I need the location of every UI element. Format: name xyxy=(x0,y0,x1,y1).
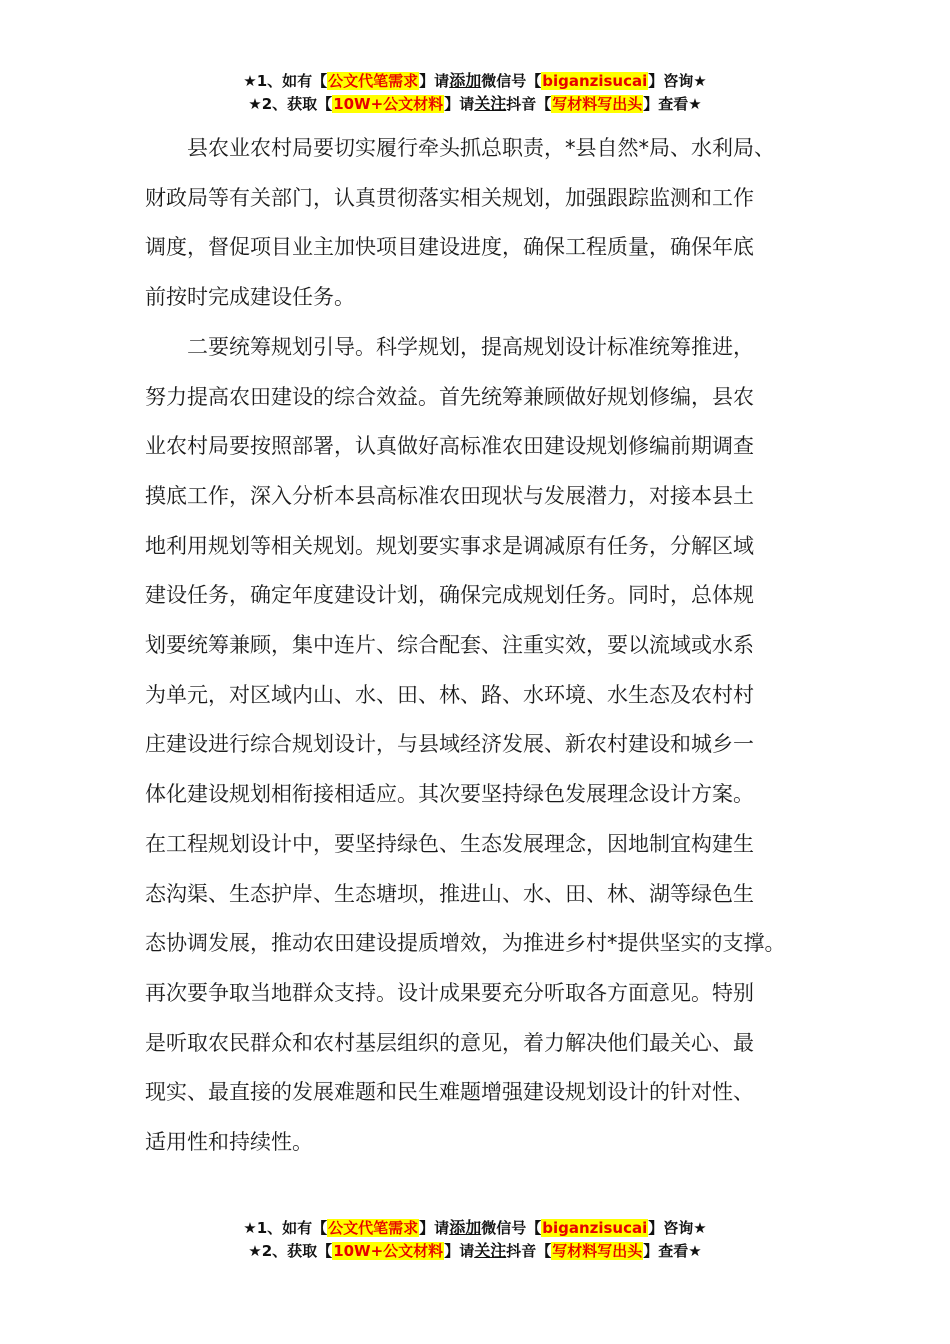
promo-text: ★2、获取【 xyxy=(248,95,333,113)
body-line: 是听取农民群众和农村基层组织的意见，着力解决他们最关心、最 xyxy=(145,1030,754,1055)
body-line: 现实、最直接的发展难题和民生难题增强建设规划设计的针对性、 xyxy=(145,1080,754,1105)
body-line: 再次要争取当地群众支持。设计成果要充分听取各方面意见。特别 xyxy=(145,980,754,1005)
promo-emphasis: 关注 xyxy=(474,94,507,113)
header-promo-banner xyxy=(0,70,950,116)
promo-text: 微信号【 xyxy=(481,72,542,90)
promo-text: 】请 xyxy=(444,95,475,113)
promo-text: 抖音【 xyxy=(506,95,552,113)
body-line: 前按时完成建设任务。 xyxy=(145,285,355,310)
promo-highlight: 10W+公文材料 xyxy=(333,1242,444,1260)
promo-text: ★2、获取【 xyxy=(248,1242,333,1260)
body-line: 建设任务，确定年度建设计划，确保完成规划任务。同时，总体规 xyxy=(145,583,754,608)
promo-text: 】请 xyxy=(419,72,450,90)
promo-text: 】请 xyxy=(419,1219,450,1237)
promo-line-1 xyxy=(0,1217,950,1240)
promo-line-1 xyxy=(0,70,950,93)
promo-text: 】查看★ xyxy=(643,95,702,113)
promo-wechat-id: biganzisucai xyxy=(542,1219,648,1237)
promo-highlight: 公文代笔需求 xyxy=(328,1219,419,1237)
body-line: 适用性和持续性。 xyxy=(145,1130,313,1155)
promo-line-2 xyxy=(0,1240,950,1263)
body-line: 划要统筹兼顾，集中连片、综合配套、注重实效，要以流域或水系 xyxy=(145,633,754,658)
promo-text: ★1、如有【 xyxy=(243,1219,328,1237)
body-line: 地利用规划等相关规划。规划要实事求是调减原有任务，分解区域 xyxy=(145,533,754,558)
body-line: 态协调发展，推动农田建设提质增效，为推进乡村*提供坚实的支撑。 xyxy=(145,931,786,956)
promo-emphasis: 添加 xyxy=(449,1218,482,1237)
document-body xyxy=(145,124,817,1168)
body-line: 努力提高农田建设的综合效益。首先统筹兼顾做好规划修编，县农 xyxy=(145,384,754,409)
body-line: 二要统筹规划引导。科学规划，提高规划设计标准统筹推进， xyxy=(187,334,754,359)
body-line: 业农村局要按照部署，认真做好高标准农田建设规划修编前期调查 xyxy=(145,434,754,459)
body-line: 体化建设规划相衔接相适应。其次要坚持绿色发展理念设计方案。 xyxy=(145,782,754,807)
body-line: 庄建设进行综合规划设计，与县域经济发展、新农村建设和城乡一 xyxy=(145,732,754,757)
promo-douyin-id: 写材料写出头 xyxy=(552,1242,643,1260)
promo-text: ★1、如有【 xyxy=(243,72,328,90)
promo-text: 】咨询★ xyxy=(648,72,707,90)
promo-text: 】查看★ xyxy=(643,1242,702,1260)
promo-line-2 xyxy=(0,93,950,116)
promo-highlight: 10W+公文材料 xyxy=(333,95,444,113)
body-line: 财政局等有关部门，认真贯彻落实相关规划，加强跟踪监测和工作 xyxy=(145,185,754,210)
promo-text: 】咨询★ xyxy=(648,1219,707,1237)
promo-text: 微信号【 xyxy=(481,1219,542,1237)
promo-wechat-id: biganzisucai xyxy=(542,72,648,90)
promo-highlight: 公文代笔需求 xyxy=(328,72,419,90)
footer-promo-banner xyxy=(0,1217,950,1263)
promo-emphasis: 添加 xyxy=(449,71,482,90)
promo-douyin-id: 写材料写出头 xyxy=(552,95,643,113)
promo-text: 】请 xyxy=(444,1242,475,1260)
body-line: 县农业农村局要切实履行牵头抓总职责，*县自然*局、水利局、 xyxy=(187,136,775,160)
body-line: 为单元，对区域内山、水、田、林、路、水环境、水生态及农村村 xyxy=(145,682,754,707)
body-line: 态沟渠、生态护岸、生态塘坝，推进山、水、田、林、湖等绿色生 xyxy=(145,881,754,906)
body-line: 调度，督促项目业主加快项目建设进度，确保工程质量，确保年底 xyxy=(145,235,754,260)
promo-emphasis: 关注 xyxy=(474,1241,507,1260)
body-line: 在工程规划设计中，要坚持绿色、生态发展理念，因地制宜构建生 xyxy=(145,831,754,856)
promo-text: 抖音【 xyxy=(506,1242,552,1260)
body-line: 摸底工作，深入分析本县高标准农田现状与发展潜力，对接本县土 xyxy=(145,483,754,508)
